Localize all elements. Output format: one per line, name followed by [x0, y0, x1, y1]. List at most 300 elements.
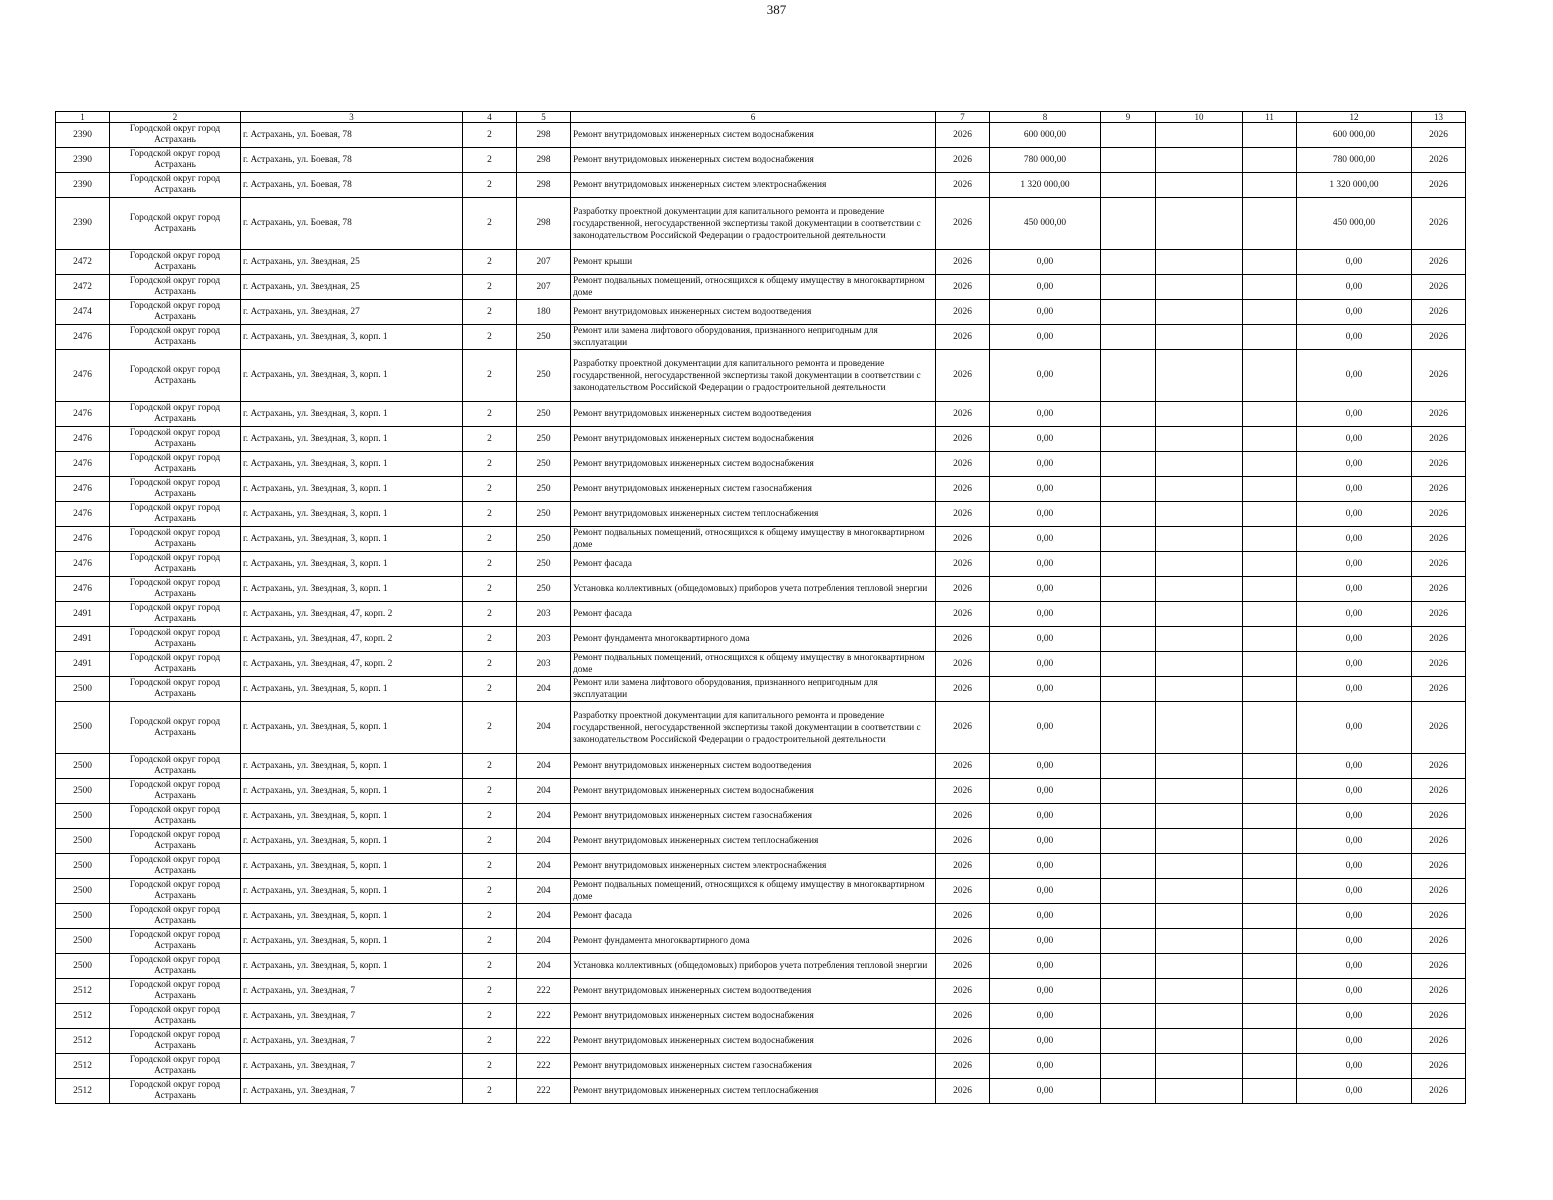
- total-cost-cell: 0,00: [1297, 779, 1412, 804]
- completion-year-cell: 2026: [1412, 250, 1466, 275]
- header-cell: 8: [990, 112, 1101, 123]
- completion-year-cell: 2026: [1412, 198, 1466, 250]
- header-cell: 13: [1412, 112, 1466, 123]
- col5-cell: 298: [517, 148, 571, 173]
- table-row: [56, 452, 1466, 477]
- row-number-cell: 2476: [56, 502, 110, 527]
- cost-cell: 0,00: [990, 502, 1101, 527]
- address-cell: г. Астрахань, ул. Звездная, 3, корп. 1: [241, 452, 463, 477]
- address-cell: г. Астрахань, ул. Звездная, 25: [241, 275, 463, 300]
- year-cell: 2026: [936, 250, 990, 275]
- col10-cell: [1156, 929, 1243, 954]
- cost-cell: 0,00: [990, 677, 1101, 702]
- col9-cell: [1101, 477, 1156, 502]
- work-type-cell: Ремонт внутридомовых инженерных систем газоснабжения: [571, 1054, 936, 1079]
- table-row: [56, 275, 1466, 300]
- row-number-cell: 2390: [56, 198, 110, 250]
- cost-cell: 0,00: [990, 275, 1101, 300]
- year-cell: 2026: [936, 602, 990, 627]
- completion-year-cell: 2026: [1412, 652, 1466, 677]
- row-number-cell: 2500: [56, 954, 110, 979]
- row-number-cell: 2476: [56, 325, 110, 350]
- address-cell: г. Астрахань, ул. Звездная, 3, корп. 1: [241, 402, 463, 427]
- year-cell: 2026: [936, 804, 990, 829]
- col4-cell: 2: [463, 702, 517, 754]
- col4-cell: 2: [463, 477, 517, 502]
- table-row: [56, 754, 1466, 779]
- municipality-cell: Городской округ город Астрахань: [110, 879, 241, 904]
- year-cell: 2026: [936, 879, 990, 904]
- col10-cell: [1156, 829, 1243, 854]
- col5-cell: 204: [517, 929, 571, 954]
- municipality-cell: Городской округ город Астрахань: [110, 779, 241, 804]
- col11-cell: [1243, 954, 1297, 979]
- col4-cell: 2: [463, 350, 517, 402]
- municipality-cell: Городской округ город Астрахань: [110, 929, 241, 954]
- cost-cell: 0,00: [990, 627, 1101, 652]
- col11-cell: [1243, 402, 1297, 427]
- col10-cell: [1156, 677, 1243, 702]
- work-type-cell: Установка коллективных (общедомовых) приборов учета потребления тепловой энергии: [571, 954, 936, 979]
- address-cell: г. Астрахань, ул. Звездная, 5, корп. 1: [241, 879, 463, 904]
- col11-cell: [1243, 627, 1297, 652]
- work-type-cell: Ремонт фасада: [571, 602, 936, 627]
- municipality-cell: Городской округ город Астрахань: [110, 602, 241, 627]
- col4-cell: 2: [463, 879, 517, 904]
- municipality-cell: Городской округ город Астрахань: [110, 804, 241, 829]
- work-type-cell: Ремонт крыши: [571, 250, 936, 275]
- work-type-cell: Ремонт внутридомовых инженерных систем водоснабжения: [571, 1004, 936, 1029]
- col9-cell: [1101, 829, 1156, 854]
- row-number-cell: 2476: [56, 350, 110, 402]
- col10-cell: [1156, 502, 1243, 527]
- completion-year-cell: 2026: [1412, 954, 1466, 979]
- col10-cell: [1156, 275, 1243, 300]
- col10-cell: [1156, 552, 1243, 577]
- cost-cell: 0,00: [990, 477, 1101, 502]
- row-number-cell: 2512: [56, 1079, 110, 1104]
- header-cell: 1: [56, 112, 110, 123]
- address-cell: г. Астрахань, ул. Звездная, 3, корп. 1: [241, 427, 463, 452]
- year-cell: 2026: [936, 148, 990, 173]
- municipality-cell: Городской округ город Астрахань: [110, 123, 241, 148]
- col11-cell: [1243, 754, 1297, 779]
- cost-cell: 0,00: [990, 754, 1101, 779]
- col9-cell: [1101, 1079, 1156, 1104]
- col9-cell: [1101, 929, 1156, 954]
- col11-cell: [1243, 879, 1297, 904]
- work-type-cell: Установка коллективных (общедомовых) приборов учета потребления тепловой энергии: [571, 577, 936, 602]
- total-cost-cell: 1 320 000,00: [1297, 173, 1412, 198]
- address-cell: г. Астрахань, ул. Звездная, 5, корп. 1: [241, 929, 463, 954]
- table-row: [56, 427, 1466, 452]
- table-row: [56, 1029, 1466, 1054]
- col11-cell: [1243, 173, 1297, 198]
- col10-cell: [1156, 804, 1243, 829]
- address-cell: г. Астрахань, ул. Звездная, 5, корп. 1: [241, 779, 463, 804]
- row-number-cell: 2500: [56, 804, 110, 829]
- year-cell: 2026: [936, 452, 990, 477]
- col4-cell: 2: [463, 804, 517, 829]
- year-cell: 2026: [936, 198, 990, 250]
- col4-cell: 2: [463, 1004, 517, 1029]
- total-cost-cell: 0,00: [1297, 275, 1412, 300]
- row-number-cell: 2512: [56, 1004, 110, 1029]
- row-number-cell: 2500: [56, 879, 110, 904]
- work-type-cell: Ремонт внутридомовых инженерных систем теплоснабжения: [571, 1079, 936, 1104]
- col11-cell: [1243, 779, 1297, 804]
- col10-cell: [1156, 250, 1243, 275]
- row-number-cell: 2500: [56, 779, 110, 804]
- col9-cell: [1101, 702, 1156, 754]
- col9-cell: [1101, 1029, 1156, 1054]
- work-type-cell: Разработку проектной документации для капитального ремонта и проведение государственной, негосударственной экспертизы такой документации в соответствии с законодательством Российской Федерации о градостроительной деятельности: [571, 198, 936, 250]
- repair-registry-table: [55, 111, 1466, 1104]
- col5-cell: 222: [517, 1054, 571, 1079]
- municipality-cell: Городской округ город Астрахань: [110, 702, 241, 754]
- col11-cell: [1243, 198, 1297, 250]
- col11-cell: [1243, 350, 1297, 402]
- row-number-cell: 2390: [56, 173, 110, 198]
- table-row: [56, 148, 1466, 173]
- address-cell: г. Астрахань, ул. Звездная, 5, корп. 1: [241, 754, 463, 779]
- col11-cell: [1243, 652, 1297, 677]
- col10-cell: [1156, 979, 1243, 1004]
- year-cell: 2026: [936, 350, 990, 402]
- col11-cell: [1243, 702, 1297, 754]
- row-number-cell: 2500: [56, 829, 110, 854]
- total-cost-cell: 0,00: [1297, 477, 1412, 502]
- header-cell: 10: [1156, 112, 1243, 123]
- col4-cell: 2: [463, 173, 517, 198]
- col11-cell: [1243, 300, 1297, 325]
- col4-cell: 2: [463, 325, 517, 350]
- total-cost-cell: 0,00: [1297, 652, 1412, 677]
- cost-cell: 1 320 000,00: [990, 173, 1101, 198]
- col4-cell: 2: [463, 979, 517, 1004]
- year-cell: 2026: [936, 854, 990, 879]
- table-row: [56, 602, 1466, 627]
- row-number-cell: 2472: [56, 250, 110, 275]
- total-cost-cell: 0,00: [1297, 427, 1412, 452]
- work-type-cell: Ремонт внутридомовых инженерных систем водоотведения: [571, 754, 936, 779]
- col11-cell: [1243, 325, 1297, 350]
- col9-cell: [1101, 300, 1156, 325]
- completion-year-cell: 2026: [1412, 350, 1466, 402]
- completion-year-cell: 2026: [1412, 552, 1466, 577]
- row-number-cell: 2500: [56, 854, 110, 879]
- cost-cell: 600 000,00: [990, 123, 1101, 148]
- col10-cell: [1156, 350, 1243, 402]
- col11-cell: [1243, 452, 1297, 477]
- col5-cell: 204: [517, 879, 571, 904]
- completion-year-cell: 2026: [1412, 1004, 1466, 1029]
- page-number: 387: [766, 2, 787, 17]
- work-type-cell: Ремонт фундамента многоквартирного дома: [571, 929, 936, 954]
- col9-cell: [1101, 627, 1156, 652]
- cost-cell: 0,00: [990, 1079, 1101, 1104]
- col5-cell: 204: [517, 854, 571, 879]
- table-row: [56, 829, 1466, 854]
- col9-cell: [1101, 452, 1156, 477]
- completion-year-cell: 2026: [1412, 300, 1466, 325]
- year-cell: 2026: [936, 577, 990, 602]
- col4-cell: 2: [463, 904, 517, 929]
- municipality-cell: Городской округ город Астрахань: [110, 577, 241, 602]
- col4-cell: 2: [463, 250, 517, 275]
- completion-year-cell: 2026: [1412, 502, 1466, 527]
- work-type-cell: Ремонт подвальных помещений, относящихся к общему имуществу в многоквартирном доме: [571, 879, 936, 904]
- total-cost-cell: 0,00: [1297, 929, 1412, 954]
- col11-cell: [1243, 427, 1297, 452]
- completion-year-cell: 2026: [1412, 477, 1466, 502]
- row-number-cell: 2472: [56, 275, 110, 300]
- col4-cell: 2: [463, 652, 517, 677]
- table-row: [56, 477, 1466, 502]
- work-type-cell: Ремонт внутридомовых инженерных систем теплоснабжения: [571, 829, 936, 854]
- work-type-cell: Ремонт внутридомовых инженерных систем водоотведения: [571, 402, 936, 427]
- cost-cell: 0,00: [990, 1054, 1101, 1079]
- address-cell: г. Астрахань, ул. Звездная, 5, корп. 1: [241, 702, 463, 754]
- total-cost-cell: 0,00: [1297, 325, 1412, 350]
- col4-cell: 2: [463, 577, 517, 602]
- total-cost-cell: 600 000,00: [1297, 123, 1412, 148]
- col9-cell: [1101, 854, 1156, 879]
- col5-cell: 250: [517, 452, 571, 477]
- table-row: [56, 879, 1466, 904]
- col5-cell: 298: [517, 123, 571, 148]
- col11-cell: [1243, 275, 1297, 300]
- completion-year-cell: 2026: [1412, 627, 1466, 652]
- address-cell: г. Астрахань, ул. Звездная, 27: [241, 300, 463, 325]
- col9-cell: [1101, 779, 1156, 804]
- completion-year-cell: 2026: [1412, 779, 1466, 804]
- work-type-cell: Ремонт внутридомовых инженерных систем водоснабжения: [571, 779, 936, 804]
- col9-cell: [1101, 804, 1156, 829]
- col5-cell: 298: [517, 198, 571, 250]
- municipality-cell: Городской округ город Астрахань: [110, 754, 241, 779]
- col4-cell: 2: [463, 677, 517, 702]
- work-type-cell: Ремонт подвальных помещений, относящихся к общему имуществу в многоквартирном доме: [571, 652, 936, 677]
- address-cell: г. Астрахань, ул. Звездная, 25: [241, 250, 463, 275]
- col9-cell: [1101, 427, 1156, 452]
- col5-cell: 207: [517, 250, 571, 275]
- col5-cell: 222: [517, 1079, 571, 1104]
- address-cell: г. Астрахань, ул. Звездная, 5, корп. 1: [241, 854, 463, 879]
- work-type-cell: Ремонт или замена лифтового оборудования, признанного непригодным для эксплуатации: [571, 325, 936, 350]
- table-row: [56, 250, 1466, 275]
- year-cell: 2026: [936, 527, 990, 552]
- row-number-cell: 2491: [56, 652, 110, 677]
- municipality-cell: Городской округ город Астрахань: [110, 1029, 241, 1054]
- cost-cell: 0,00: [990, 325, 1101, 350]
- col5-cell: 203: [517, 602, 571, 627]
- table-row: [56, 502, 1466, 527]
- col9-cell: [1101, 250, 1156, 275]
- col10-cell: [1156, 702, 1243, 754]
- header-cell: 3: [241, 112, 463, 123]
- row-number-cell: 2476: [56, 577, 110, 602]
- row-number-cell: 2491: [56, 602, 110, 627]
- year-cell: 2026: [936, 552, 990, 577]
- municipality-cell: Городской округ город Астрахань: [110, 954, 241, 979]
- col5-cell: 204: [517, 904, 571, 929]
- completion-year-cell: 2026: [1412, 123, 1466, 148]
- col4-cell: 2: [463, 527, 517, 552]
- completion-year-cell: 2026: [1412, 1079, 1466, 1104]
- total-cost-cell: 0,00: [1297, 804, 1412, 829]
- completion-year-cell: 2026: [1412, 829, 1466, 854]
- col5-cell: 250: [517, 577, 571, 602]
- col5-cell: 250: [517, 427, 571, 452]
- total-cost-cell: 0,00: [1297, 350, 1412, 402]
- address-cell: г. Астрахань, ул. Звездная, 7: [241, 1079, 463, 1104]
- col10-cell: [1156, 627, 1243, 652]
- cost-cell: 0,00: [990, 702, 1101, 754]
- col5-cell: 203: [517, 627, 571, 652]
- total-cost-cell: 450 000,00: [1297, 198, 1412, 250]
- header-cell: 6: [571, 112, 936, 123]
- col9-cell: [1101, 602, 1156, 627]
- col5-cell: 204: [517, 829, 571, 854]
- col10-cell: [1156, 1029, 1243, 1054]
- completion-year-cell: 2026: [1412, 1029, 1466, 1054]
- address-cell: г. Астрахань, ул. Боевая, 78: [241, 198, 463, 250]
- table-row: [56, 173, 1466, 198]
- col11-cell: [1243, 148, 1297, 173]
- row-number-cell: 2500: [56, 677, 110, 702]
- col11-cell: [1243, 577, 1297, 602]
- col11-cell: [1243, 1029, 1297, 1054]
- col11-cell: [1243, 1004, 1297, 1029]
- header-cell: 9: [1101, 112, 1156, 123]
- total-cost-cell: 0,00: [1297, 452, 1412, 477]
- year-cell: 2026: [936, 427, 990, 452]
- cost-cell: 0,00: [990, 829, 1101, 854]
- address-cell: г. Астрахань, ул. Звездная, 47, корп. 2: [241, 602, 463, 627]
- col5-cell: 204: [517, 754, 571, 779]
- total-cost-cell: 0,00: [1297, 627, 1412, 652]
- municipality-cell: Городской округ город Астрахань: [110, 427, 241, 452]
- table-row: [56, 402, 1466, 427]
- year-cell: 2026: [936, 652, 990, 677]
- col10-cell: [1156, 779, 1243, 804]
- col10-cell: [1156, 300, 1243, 325]
- table-row: [56, 929, 1466, 954]
- cost-cell: 0,00: [990, 879, 1101, 904]
- row-number-cell: 2390: [56, 148, 110, 173]
- col9-cell: [1101, 148, 1156, 173]
- address-cell: г. Астрахань, ул. Звездная, 3, корп. 1: [241, 577, 463, 602]
- cost-cell: 0,00: [990, 552, 1101, 577]
- cost-cell: 780 000,00: [990, 148, 1101, 173]
- year-cell: 2026: [936, 754, 990, 779]
- municipality-cell: Городской округ город Астрахань: [110, 300, 241, 325]
- col9-cell: [1101, 325, 1156, 350]
- address-cell: г. Астрахань, ул. Звездная, 3, корп. 1: [241, 502, 463, 527]
- completion-year-cell: 2026: [1412, 602, 1466, 627]
- completion-year-cell: 2026: [1412, 452, 1466, 477]
- address-cell: г. Астрахань, ул. Звездная, 3, корп. 1: [241, 350, 463, 402]
- col10-cell: [1156, 854, 1243, 879]
- cost-cell: 0,00: [990, 652, 1101, 677]
- work-type-cell: Ремонт подвальных помещений, относящихся к общему имуществу в многоквартирном доме: [571, 527, 936, 552]
- address-cell: г. Астрахань, ул. Звездная, 5, корп. 1: [241, 677, 463, 702]
- col4-cell: 2: [463, 854, 517, 879]
- year-cell: 2026: [936, 477, 990, 502]
- total-cost-cell: 0,00: [1297, 250, 1412, 275]
- header-cell: 4: [463, 112, 517, 123]
- table-row: [56, 198, 1466, 250]
- col10-cell: [1156, 123, 1243, 148]
- completion-year-cell: 2026: [1412, 577, 1466, 602]
- completion-year-cell: 2026: [1412, 702, 1466, 754]
- col9-cell: [1101, 173, 1156, 198]
- work-type-cell: Разработку проектной документации для капитального ремонта и проведение государственной, негосударственной экспертизы такой документации в соответствии с законодательством Российской Федерации о градостроительной деятельности: [571, 350, 936, 402]
- municipality-cell: Городской округ город Астрахань: [110, 1004, 241, 1029]
- address-cell: г. Астрахань, ул. Звездная, 5, корп. 1: [241, 904, 463, 929]
- col4-cell: 2: [463, 929, 517, 954]
- municipality-cell: Городской округ город Астрахань: [110, 275, 241, 300]
- col5-cell: 207: [517, 275, 571, 300]
- col10-cell: [1156, 173, 1243, 198]
- total-cost-cell: 0,00: [1297, 702, 1412, 754]
- year-cell: 2026: [936, 1004, 990, 1029]
- col11-cell: [1243, 829, 1297, 854]
- year-cell: 2026: [936, 325, 990, 350]
- total-cost-cell: 0,00: [1297, 854, 1412, 879]
- cost-cell: 0,00: [990, 779, 1101, 804]
- header-cell: 2: [110, 112, 241, 123]
- col9-cell: [1101, 402, 1156, 427]
- col5-cell: 250: [517, 552, 571, 577]
- col9-cell: [1101, 577, 1156, 602]
- completion-year-cell: 2026: [1412, 677, 1466, 702]
- work-type-cell: Ремонт внутридомовых инженерных систем водоотведения: [571, 300, 936, 325]
- cost-cell: 0,00: [990, 904, 1101, 929]
- municipality-cell: Городской округ город Астрахань: [110, 173, 241, 198]
- col5-cell: 250: [517, 350, 571, 402]
- col10-cell: [1156, 325, 1243, 350]
- row-number-cell: 2512: [56, 1029, 110, 1054]
- completion-year-cell: 2026: [1412, 148, 1466, 173]
- row-number-cell: 2500: [56, 754, 110, 779]
- address-cell: г. Астрахань, ул. Звездная, 3, корп. 1: [241, 527, 463, 552]
- address-cell: г. Астрахань, ул. Звездная, 47, корп. 2: [241, 652, 463, 677]
- cost-cell: 0,00: [990, 929, 1101, 954]
- year-cell: 2026: [936, 502, 990, 527]
- col10-cell: [1156, 148, 1243, 173]
- work-type-cell: Ремонт внутридомовых инженерных систем водоснабжения: [571, 1029, 936, 1054]
- col11-cell: [1243, 527, 1297, 552]
- row-number-cell: 2476: [56, 552, 110, 577]
- cost-cell: 0,00: [990, 854, 1101, 879]
- total-cost-cell: 0,00: [1297, 502, 1412, 527]
- year-cell: 2026: [936, 300, 990, 325]
- work-type-cell: Ремонт внутридомовых инженерных систем водоснабжения: [571, 148, 936, 173]
- cost-cell: 450 000,00: [990, 198, 1101, 250]
- col9-cell: [1101, 879, 1156, 904]
- col5-cell: 250: [517, 477, 571, 502]
- total-cost-cell: 0,00: [1297, 300, 1412, 325]
- cost-cell: 0,00: [990, 300, 1101, 325]
- col9-cell: [1101, 552, 1156, 577]
- municipality-cell: Городской округ город Астрахань: [110, 350, 241, 402]
- table-row: [56, 854, 1466, 879]
- address-cell: г. Астрахань, ул. Звездная, 7: [241, 1004, 463, 1029]
- year-cell: 2026: [936, 929, 990, 954]
- year-cell: 2026: [936, 904, 990, 929]
